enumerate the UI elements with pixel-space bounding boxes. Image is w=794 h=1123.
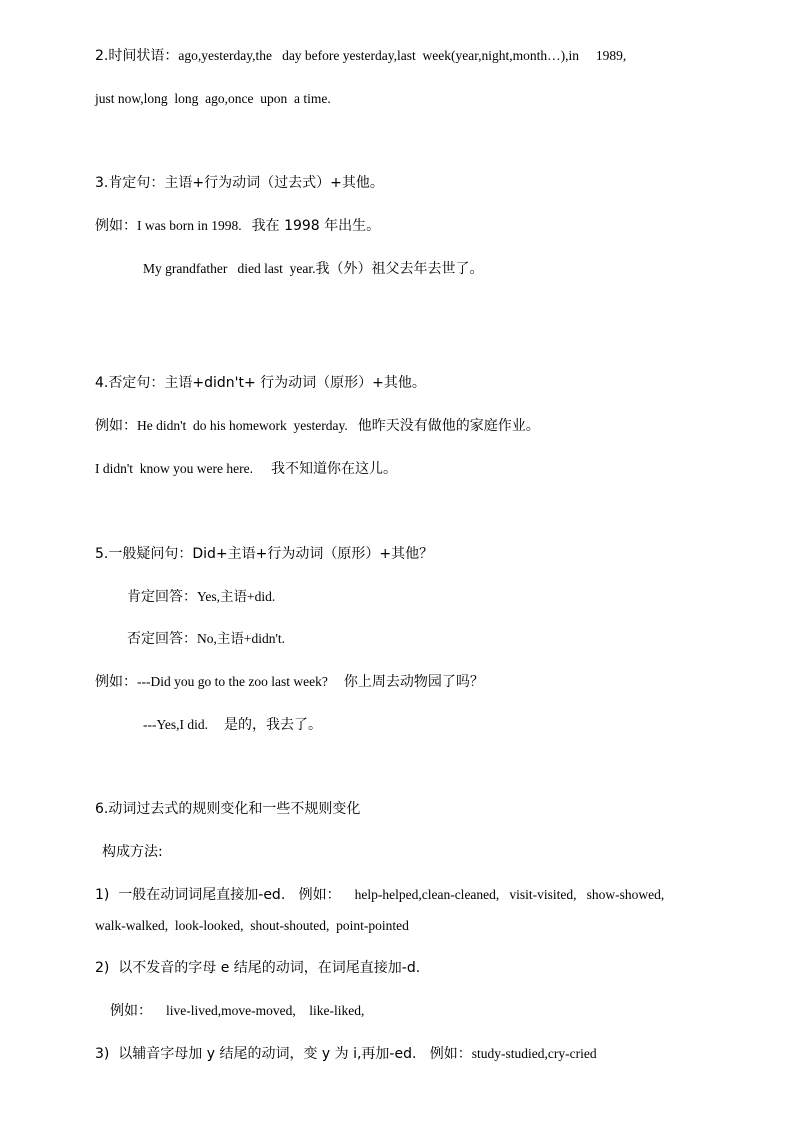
example-label: 例如： bbox=[95, 218, 137, 234]
example-chinese: 我不知道你在这儿。 bbox=[271, 461, 398, 477]
example-chinese: 是的，我去了。 bbox=[224, 717, 323, 733]
example-english: I didn't know you were here. bbox=[95, 461, 254, 476]
rule-2-text: 2) 以不发音的字母 e 结尾的动词，在词尾直接加-d. bbox=[95, 960, 421, 976]
negative-answer-line bbox=[127, 629, 285, 649]
rule-1-line bbox=[95, 885, 664, 905]
affirmative-rule: 3.肯定句：主语+行为动词（过去式）+其他。 bbox=[95, 175, 384, 191]
example-chinese: 他昨天没有做他的家庭作业。 bbox=[357, 418, 540, 434]
example-line bbox=[143, 259, 483, 279]
time-adverbial-list-cont: just now,long long ago,once upon a time. bbox=[95, 91, 331, 106]
section-3-heading bbox=[95, 173, 384, 193]
verb-change-heading: 6.动词过去式的规则变化和一些不规则变化 bbox=[95, 801, 361, 817]
example-label: 例如： bbox=[95, 418, 137, 434]
positive-answer-line bbox=[127, 587, 275, 607]
time-adverbial-list: ago,yesterday,the day before yesterday,last week(year,night,month…),in 1989, bbox=[178, 48, 627, 63]
section-5-heading bbox=[95, 544, 433, 564]
example-label: 例如： bbox=[110, 1003, 152, 1019]
example-line bbox=[95, 416, 540, 436]
positive-answer-form: Yes,主语+did. bbox=[197, 589, 276, 604]
rule-2-example-line bbox=[110, 1001, 364, 1021]
example-line bbox=[95, 216, 380, 236]
section-2-label: 2.时间状语： bbox=[95, 48, 179, 64]
example-chinese: 我在 1998 年出生。 bbox=[251, 218, 381, 234]
example-english: I was born in 1998. bbox=[137, 218, 242, 233]
negative-answer-form: No,主语+didn't. bbox=[197, 631, 286, 646]
negative-answer-label: 否定回答： bbox=[127, 631, 197, 647]
rule-1-examples: help-helped,clean-cleaned, visit-visited, show-showed, bbox=[354, 887, 665, 902]
rule-1-examples-cont: walk-walked, look-looked, shout-shouted, point-pointed bbox=[95, 918, 409, 933]
rule-1-text: 1) 一般在动词词尾直接加-ed. 例如： bbox=[95, 887, 341, 903]
example-label: 例如： bbox=[95, 674, 137, 690]
example-english: ---Did you go to the zoo last week? bbox=[137, 674, 328, 689]
example-english: He didn't do his homework yesterday. bbox=[137, 418, 348, 433]
example-english: ---Yes,I did. bbox=[143, 717, 209, 732]
positive-answer-label: 肯定回答： bbox=[127, 589, 197, 605]
negative-rule: 4.否定句：主语+didn't+ 行为动词（原形）+其他。 bbox=[95, 375, 426, 391]
method-label: 构成方法: bbox=[102, 844, 163, 860]
rule-3-text: 3) 以辅音字母加 y 结尾的动词，变 y 为 i,再加-ed. 例如： bbox=[95, 1046, 472, 1062]
rule-3-examples: study-studied,cry-cried bbox=[471, 1046, 597, 1061]
example-line bbox=[95, 672, 484, 692]
example-line bbox=[95, 459, 397, 479]
method-heading bbox=[102, 842, 163, 862]
example-chinese: 我（外）祖父去年去世了。 bbox=[315, 261, 484, 277]
rule-2-line bbox=[95, 958, 420, 978]
section-6-heading bbox=[95, 799, 360, 819]
section-4-heading bbox=[95, 373, 426, 393]
example-line bbox=[143, 715, 322, 735]
example-english: My grandfather died last year. bbox=[143, 261, 316, 276]
time-adverbial-line-2 bbox=[95, 89, 331, 109]
rule-2-examples: live-lived,move-moved, like-liked, bbox=[166, 1003, 365, 1018]
rule-3-line bbox=[95, 1044, 597, 1064]
question-rule: 5.一般疑问句：Did+主语+行为动词（原形）+其他？ bbox=[95, 546, 434, 562]
rule-1-line-cont bbox=[95, 916, 409, 936]
time-adverbial-line-1 bbox=[95, 46, 626, 66]
example-chinese: 你上周去动物园了吗？ bbox=[343, 674, 484, 690]
